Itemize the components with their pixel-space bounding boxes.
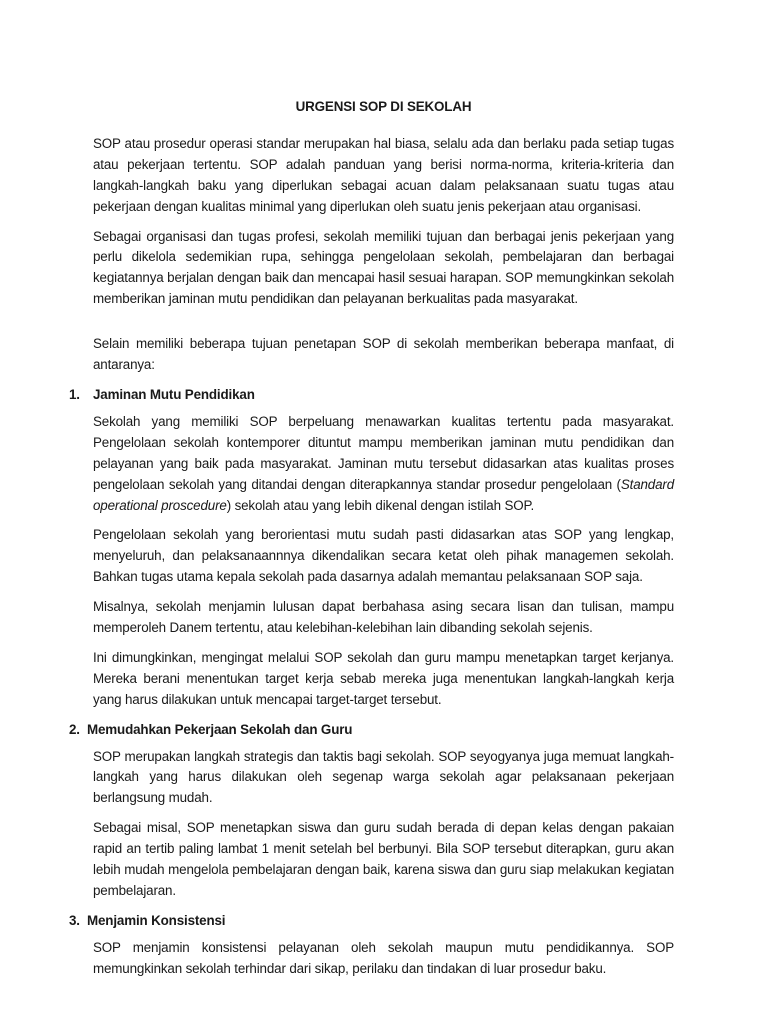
section-3-number: 3. [69, 912, 80, 928]
section-1-title: Jaminan Mutu Pendidikan [93, 386, 255, 402]
section-1-heading [69, 385, 674, 406]
section-1-paragraph-3: Misalnya, sekolah menjamin lulusan dapat berbahasa asing secara lisan dan tulisan, mampu memperoleh Danem tertentu, atau kelebihan-kelebihan lain dibanding sekolah sejenis. [93, 599, 674, 636]
section-2-heading [69, 720, 674, 741]
intro-paragraph-2: Sebagai organisasi dan tugas profesi, sekolah memiliki tujuan dan berbagai jenis pekerjaan yang perlu dikelola sedemikian rupa, sehingga pengelolaan sekolah, pembelajaran dan berbagai kegiatannya berjalan dengan baik dan mencapai hasil sesuai harapan. SOP memungkinkan sekolah memberikan jaminan mutu pendidikan dan pelayanan berkualitas pada masyarakat. [93, 228, 674, 307]
section-1-paragraph-2: Pengelolaan sekolah yang berorientasi mutu sudah pasti didasarkan atas SOP yang lengkap, menyeluruh, dan pelaksanaannnya dikendalikan secara ketat oleh pihak managemen sekolah. Bahkan tugas utama kepala sekolah pada dasarnya adalah memantau pelaksanaan SOP saja. [93, 527, 674, 585]
section-3-paragraph-1: SOP menjamin konsistensi pelayanan oleh sekolah maupun mutu pendidikannya. SOP memungkinkan sekolah terhindar dari sikap, perilaku dan tindakan di luar prosedur baku. [93, 939, 674, 976]
section-1-p1-italic-term: Standard operational proscedure [93, 476, 674, 513]
section-3-title: Menjamin Konsistensi [87, 912, 226, 928]
section-1-p1-text-before: Sekolah yang memiliki SOP berpeluang menawarkan kualitas tertentu pada masyarakat. Pengelolaan sekolah kontemporer dituntut mampu memberikan jaminan mutu pendidikan dan pelayanan yang baik pada masyarakat. Jaminan mutu tersebut didasarkan atas kualitas proses pengelolaan sekolah yang ditandai dengan diterapkannya standar prosedur pengelolaan ( [93, 413, 674, 492]
section-2-paragraph-2: Sebagai misal, SOP menetapkan siswa dan guru sudah berada di depan kelas dengan pakaian rapid an tertib paling lambat 1 menit setelah bel berbunyi. Bila SOP tersebut diterapkan, guru akan lebih mudah mengelola pembelajaran dengan baik, karena siswa dan guru siap melakukan kegiatan pembelajaran. [93, 820, 674, 898]
document-title: URGENSI SOP DI SEKOLAH [295, 99, 472, 114]
intro-paragraph-3: Selain memiliki beberapa tujuan penetapan SOP di sekolah memberikan beberapa manfaat, di antaranya: [93, 336, 674, 373]
document-body [69, 97, 674, 989]
section-2-paragraph-1: SOP merupakan langkah strategis dan taktis bagi sekolah. SOP seyogyanya juga memuat langkah-langkah yang harus dilakukan oleh segenap warga sekolah agar pelaksanaan pekerjaan berlangsung mudah. [93, 748, 674, 806]
section-1-p1-text-after: ) sekolah atau yang lebih dikenal dengan istilah SOP. [226, 497, 535, 513]
section-1-paragraph-1 [93, 412, 674, 517]
section-2-number: 2. [69, 721, 80, 737]
section-3-heading [69, 911, 674, 932]
section-1-number: 1. [69, 386, 80, 402]
section-2-title: Memudahkan Pekerjaan Sekolah dan Guru [87, 721, 353, 737]
section-1-paragraph-4: Ini dimungkinkan, mengingat melalui SOP sekolah dan guru mampu menetapkan target kerjanya. Mereka berani menentukan target kerja sebab mereka juga menentukan langkah-langkah kerja yang harus dilakukan untuk mencapai target-target tersebut. [93, 649, 674, 707]
intro-paragraph-1: SOP atau prosedur operasi standar merupakan hal biasa, selalu ada dan berlaku pada setiap tugas atau pekerjaan tertentu. SOP adalah panduan yang berisi norma-norma, kriteria-kriteria dan langkah-langkah baku yang diperlukan sebagai acuan dalam pelaksanaan suatu tugas atau pekerjaan dengan kualitas minimal yang diperlukan oleh suatu jenis pekerjaan atau organisasi. [93, 135, 674, 214]
